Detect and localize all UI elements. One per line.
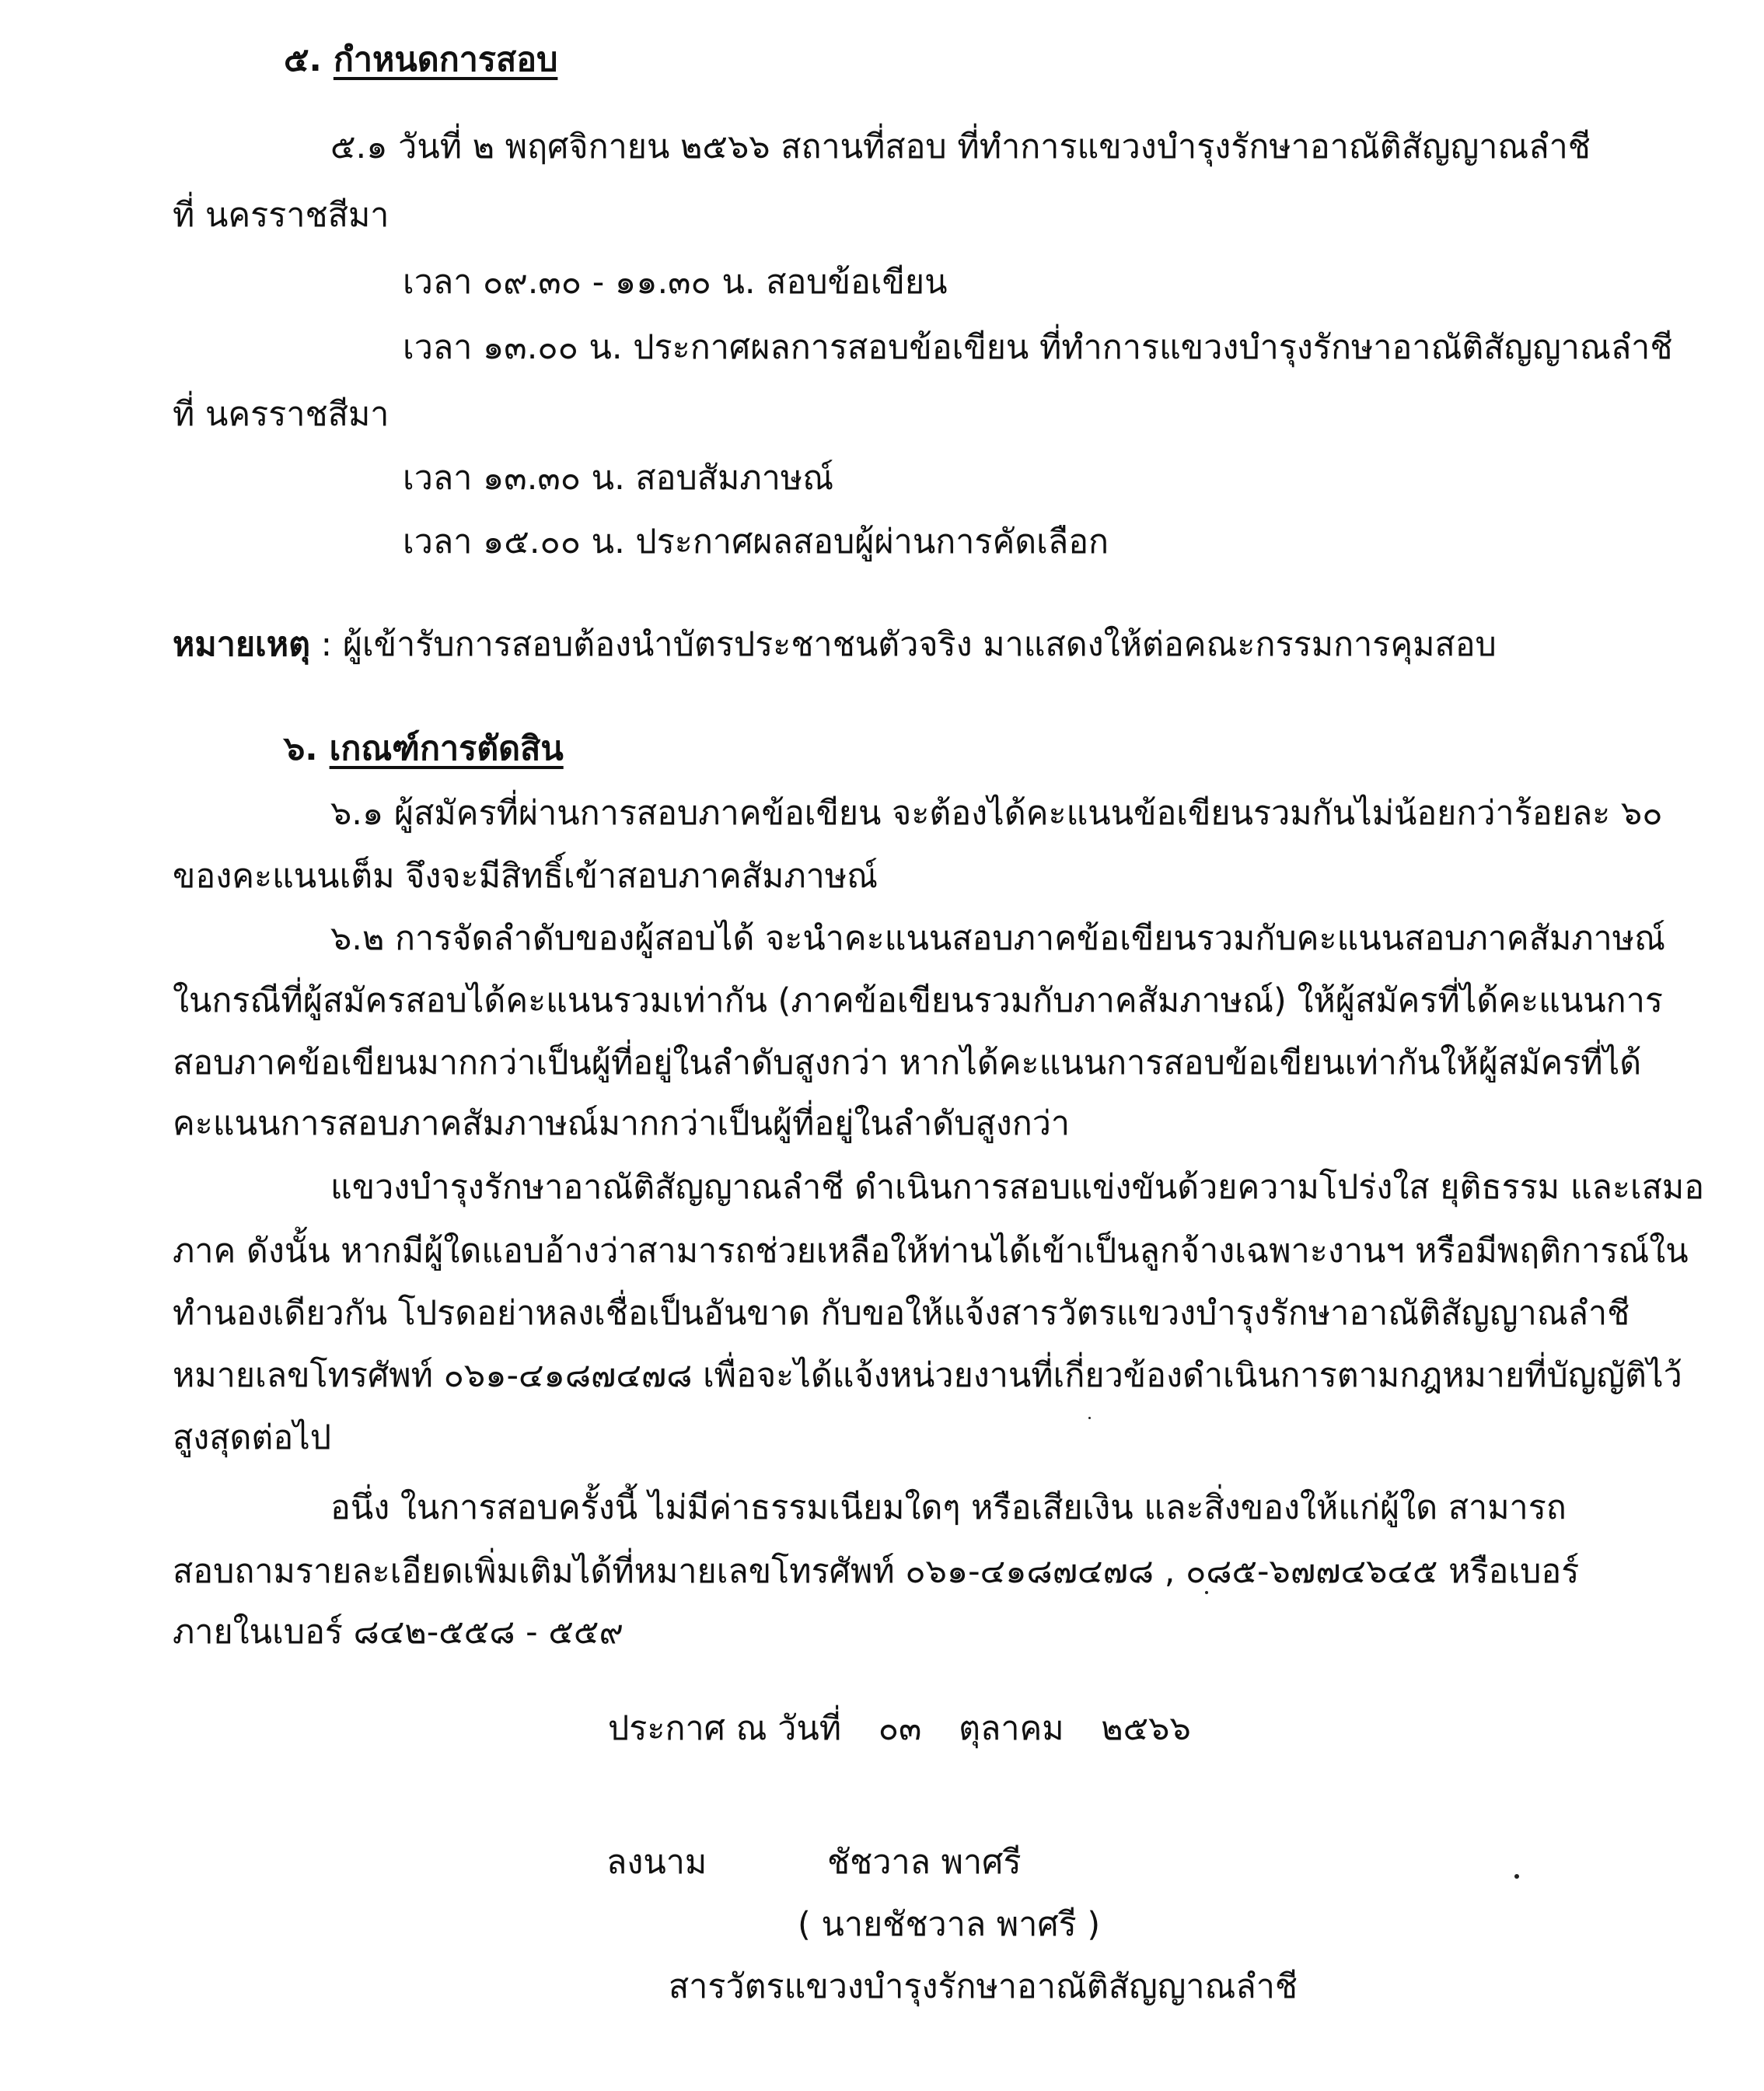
schedule-item-4: เวลา ๑๕.๐๐ น. ประกาศผลสอบผู้ผ่านการคัดเลือก xyxy=(403,523,1109,561)
announce-day: ๐๓ xyxy=(878,1709,922,1748)
signature-name: ( นายชัชวาล พาศรี ) xyxy=(798,1905,1101,1944)
note xyxy=(173,625,1497,664)
section-5-number: ๕. xyxy=(284,40,322,79)
scan-speck xyxy=(1088,1417,1091,1419)
schedule-item-1: เวลา ๐๙.๓๐ - ๑๑.๓๐ น. สอบข้อเขียน xyxy=(403,263,948,302)
announce-date xyxy=(608,1709,1191,1748)
signature-label: ลงนาม xyxy=(606,1843,707,1882)
para-6-4-line-1: อนึ่ง ในการสอบครั้งนี้ ไม่มีค่าธรรมเนียมใดๆ หรือเสียเงิน และสิ่งของให้แก่ผู้ใด สามารถ xyxy=(330,1488,1567,1527)
signature-signer: ชัชวาล พาศรี xyxy=(827,1843,1022,1882)
schedule-item-3: เวลา ๑๓.๓๐ น. สอบสัมภาษณ์ xyxy=(403,459,834,498)
section-6-number: ๖. xyxy=(284,729,318,768)
section-6-title: เกณฑ์การตัดสิน xyxy=(329,729,564,768)
announce-month: ตุลาคม xyxy=(959,1709,1064,1748)
para-5-1-line-1: ๕.๑ วันที่ ๒ พฤศจิกายน ๒๕๖๖ สถานที่สอบ ที่ทำการแขวงบำรุงรักษาอาณัติสัญญาณลำชี xyxy=(330,128,1591,166)
scan-speck xyxy=(1205,1591,1208,1594)
schedule-item-2-line-2: ที่ นครราชสีมา xyxy=(173,395,389,434)
para-6-3-line-2: ภาค ดังนั้น หากมีผู้ใดแอบอ้างว่าสามารถช่วยเหลือให้ท่านได้เข้าเป็นลูกจ้างเฉพาะงานฯ หรือมีพฤติการณ์ใน xyxy=(173,1232,1689,1271)
signature-position: สารวัตรแขวงบำรุงรักษาอาณัติสัญญาณลำชี xyxy=(669,1967,1298,2006)
para-6-2-line-3: สอบภาคข้อเขียนมากกว่าเป็นผู้ที่อยู่ในลำดับสูงกว่า หากได้คะแนนการสอบข้อเขียนเท่ากันให้ผู้สมัครที่ได้ xyxy=(173,1044,1642,1082)
para-6-3-line-5: สูงสุดต่อไป xyxy=(173,1418,332,1457)
para-6-4-line-3: ภายในเบอร์ ๘๔๒-๕๕๘ - ๕๕๙ xyxy=(173,1613,624,1652)
schedule-item-2-line-1: เวลา ๑๓.๐๐ น. ประกาศผลการสอบข้อเขียน ที่ทำการแขวงบำรุงรักษาอาณัติสัญญาณลำชี xyxy=(403,328,1673,367)
para-6-4-line-2: สอบถามรายละเอียดเพิ่มเติมได้ที่หมายเลขโทรศัพท์ ๐๖๑-๔๑๘๗๔๗๘ , ๐๘๕-๖๗๗๔๖๔๕ หรือเบอร์ xyxy=(173,1552,1580,1591)
section-6-heading xyxy=(284,729,564,768)
para-6-2-line-2: ในกรณีที่ผู้สมัครสอบได้คะแนนรวมเท่ากัน (ภาคข้อเขียนรวมกับภาคสัมภาษณ์) ให้ผู้สมัครที่ได้คะแนนการ xyxy=(173,981,1663,1020)
para-6-3-line-1: แขวงบำรุงรักษาอาณัติสัญญาณลำชี ดำเนินการสอบแข่งขันด้วยความโปร่งใส ยุติธรรม และเสมอ xyxy=(330,1168,1705,1207)
para-6-1-line-1: ๖.๑ ผู้สมัครที่ผ่านการสอบภาคข้อเขียน จะต้องได้คะแนนข้อเขียนรวมกันไม่น้อยกว่าร้อยละ ๖๐ xyxy=(330,794,1663,833)
para-6-3-line-4: หมายเลขโทรศัพท์ ๐๖๑-๔๑๘๗๔๗๘ เพื่อจะได้แจ้งหน่วยงานที่เกี่ยวข้องดำเนินการตามกฎหมายที่บัญญัติไว้ xyxy=(173,1356,1682,1395)
section-5-title: กำหนดการสอบ xyxy=(333,40,558,79)
scan-speck xyxy=(1514,1874,1519,1879)
note-label: หมายเหตุ xyxy=(173,625,310,664)
note-text: : ผู้เข้ารับการสอบต้องนำบัตรประชาชนตัวจริง มาแสดงให้ต่อคณะกรรมการคุมสอบ xyxy=(310,625,1497,664)
para-5-1-line-2: ที่ นครราชสีมา xyxy=(173,196,389,235)
para-6-2-line-4: คะแนนการสอบภาคสัมภาษณ์มากกว่าเป็นผู้ที่อยู่ในลำดับสูงกว่า xyxy=(173,1104,1071,1143)
announce-year: ๒๕๖๖ xyxy=(1101,1709,1191,1748)
announce-prefix: ประกาศ ณ วันที่ xyxy=(608,1709,842,1748)
para-6-1-line-2: ของคะแนนเต็ม จึงจะมีสิทธิ์เข้าสอบภาคสัมภาษณ์ xyxy=(173,857,879,896)
para-6-3-line-3: ทำนองเดียวกัน โปรดอย่าหลงเชื่อเป็นอันขาด กับขอให้แจ้งสารวัตรแขวงบำรุงรักษาอาณัติสัญญาณลำชี xyxy=(173,1294,1630,1333)
para-6-2-line-1: ๖.๒ การจัดลำดับของผู้สอบได้ จะนำคะแนนสอบภาคข้อเขียนรวมกับคะแนนสอบภาคสัมภาษณ์ xyxy=(330,919,1666,958)
section-5-heading xyxy=(284,40,558,79)
